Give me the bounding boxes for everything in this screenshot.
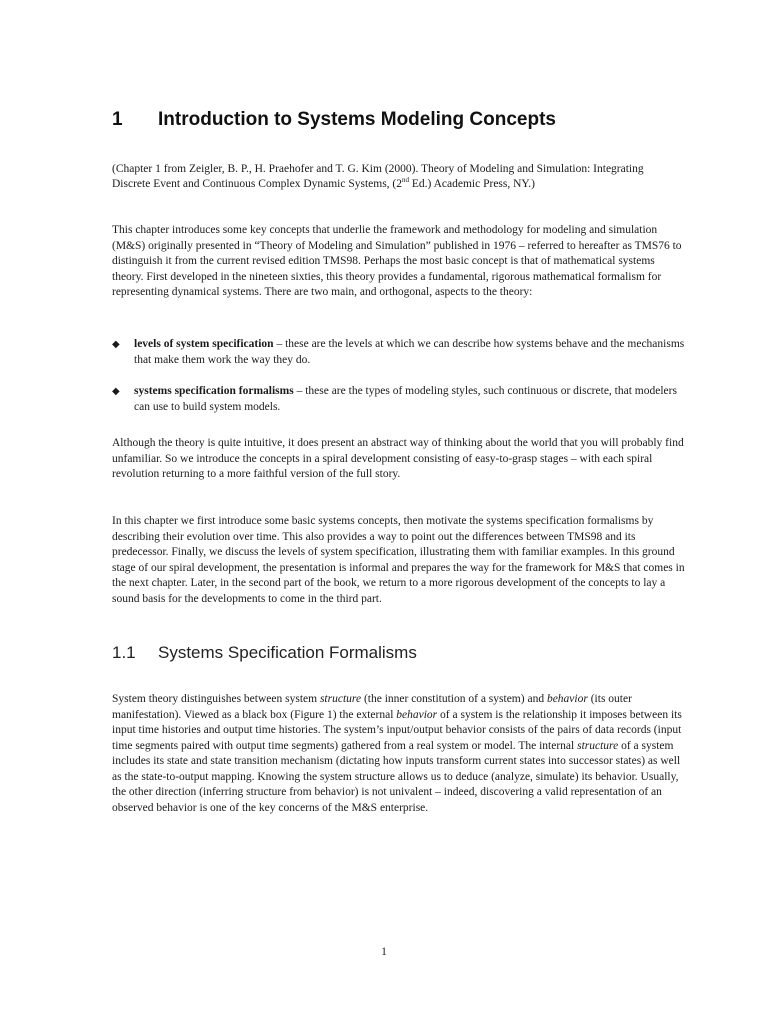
- text-run: (its outer manifestation). Viewed as a black box (Figure 1) the external: [112, 693, 632, 721]
- citation-text: (Chapter 1 from Zeigler, B. P., H. Praehofer and T. G. Kim (2000). Theory of Modeling and Simulation: Integrating Discrete Event and Continuous Complex Dynamic Systems, (2: [112, 163, 644, 190]
- chapter-title: Introduction to Systems Modeling Concepts: [158, 109, 556, 130]
- chapter-heading: [112, 108, 732, 132]
- section-number: 1.1: [112, 643, 136, 662]
- section-heading: [112, 642, 672, 664]
- bullet-term: levels of system specification: [134, 338, 274, 350]
- text-run: of a system includes its state and state transition mechanism (dictating how inputs transform current states into successor states) as well as the state-to-output mapping. Knowing the system structure allows us to deduce (analyze, simulate) its behavior. Usually, the other direction (inferring structure from behavior) is not univalent – indeed, discovering a valid representation of an observed behavior is one of the key concerns of the M&S enterprise.: [112, 739, 681, 814]
- citation-superscript: nd: [402, 176, 410, 185]
- citation-text-end: Ed.) Academic Press, NY.): [409, 178, 535, 190]
- intro-paragraph: This chapter introduces some key concepts that underlie the framework and methodology for modeling and simulation (M&S) originally presented in “Theory of Modeling and Simulation” published in 1976 – referred to hereafter as TMS76 to distinguish it from the current revised edition TMS98. Perhaps the most basic concept is that of mathematical systems theory. First developed in the nineteen sixties, this theory provides a fundamental, rigorous mathematical formalism for representing dynamical systems. There are two main, and orthogonal, aspects to the theory:: [112, 224, 682, 298]
- paragraph-structure-behavior: [112, 692, 688, 816]
- bullet-text: – these are the levels at which we can describe how systems behave and the mechanisms that make them work the way they do.: [134, 338, 685, 366]
- diamond-bullet-icon: ◆: [112, 386, 120, 397]
- text-run: of a system is the relationship it imposes between its input time histories and output time histories. The system’s input/output behavior consists of the pairs of data records (input time segments paired with output time segments) gathered from a real system or model. The internal: [112, 708, 682, 752]
- paragraph-theory-intuitive: Although the theory is quite intuitive, it does present an abstract way of thinking about the world that you will probably find unfamiliar. So we introduce the concepts in a spiral development consisting of easy-to-grasp stages – with each spiral revolution returning to a more faithful version of the full story.: [112, 437, 684, 480]
- citation: [112, 162, 672, 192]
- italic-term: structure: [319, 693, 362, 705]
- text-run: System theory distinguishes between system: [112, 693, 320, 705]
- paragraph-chapter-overview: In this chapter we first introduce some basic systems concepts, then motivate the systems specification formalisms by describing their evolution over time. This also provides a way to point out the differences between TMS98 and its predecessor. Finally, we discuss the levels of system specification, illustrating them with familiar examples. In this ground stage of our spiral development, the presentation is informal and prepares the way for the framework for M&S that comes in the next chapter. Later, in the second part of the book, we return to a more rigorous development of the concepts to lay a sound basis for the developments to come in the third part.: [112, 515, 685, 605]
- diamond-bullet-icon: ◆: [112, 339, 120, 350]
- bullet-text: – these are the types of modeling styles, such continuous or discrete, that modelers can use to build system models.: [134, 385, 677, 413]
- italic-term: behavior: [546, 693, 588, 705]
- chapter-number: 1: [112, 109, 123, 130]
- text-run: (the inner constitution of a system) and: [361, 693, 547, 705]
- page-number: 1: [381, 946, 387, 958]
- bullet-term: systems specification formalisms: [134, 385, 294, 397]
- italic-term: behavior: [396, 708, 438, 721]
- section-title: Systems Specification Formalisms: [158, 643, 417, 662]
- italic-term: structure: [577, 739, 619, 752]
